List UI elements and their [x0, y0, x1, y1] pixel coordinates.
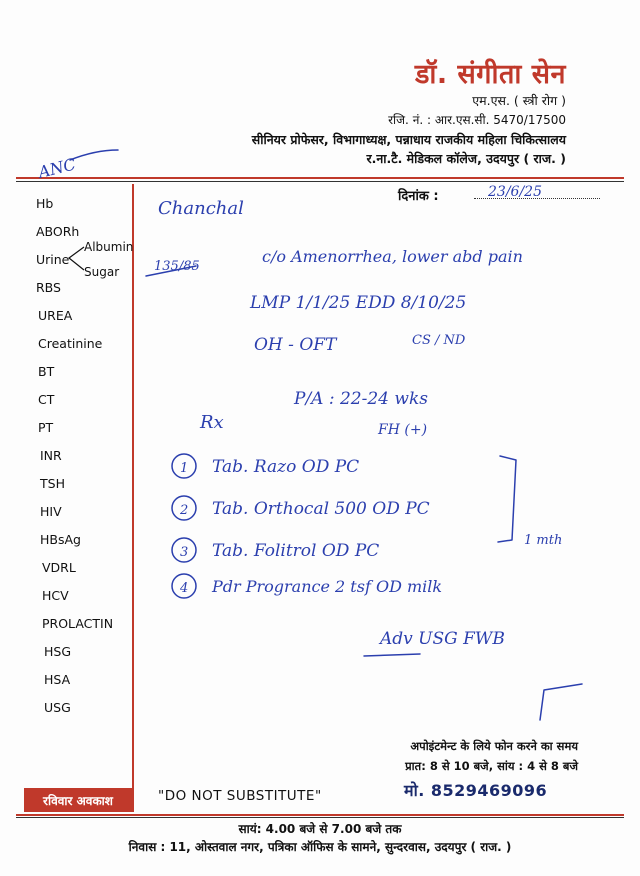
test-hsa: HSA: [44, 672, 71, 687]
hw-date: 23/6/25: [488, 184, 542, 200]
doctor-qualification: एम.एस. ( स्त्री रोग ): [472, 93, 566, 108]
test-prolactin: PROLACTIN: [42, 616, 114, 631]
test-hcv: HCV: [42, 588, 69, 603]
hw-signature: [540, 684, 582, 720]
hw-duration: 1 mth: [524, 533, 563, 548]
test-rbs: RBS: [36, 280, 61, 295]
hw-med-3: Tab. Folitrol OD PC: [212, 541, 380, 561]
hw-obstetric-history: OH - OFT: [254, 335, 337, 355]
test-creatinine: Creatinine: [38, 336, 103, 351]
test-hbsag: HBsAg: [40, 532, 81, 547]
hw-advice-underline: [364, 654, 420, 656]
evening-hours: सायं: 4.00 बजे से 7.00 बजे तक: [238, 822, 402, 836]
appointment-timings: प्रात: 8 से 10 बजे, सांय : 4 से 8 बजे: [405, 759, 578, 773]
hw-corner-note: ANC: [36, 154, 78, 182]
doctor-designation: सीनियर प्रोफेसर, विभागाध्यक्ष, पन्नाधाय राजकीय महिला चिकित्सालय: [251, 132, 566, 147]
hw-med-3-number: 3: [180, 545, 189, 560]
registration-number: रजि. नं. : आर.एस.सी. 5470/17500: [388, 113, 566, 127]
hw-med-2: Tab. Orthocal 500 OD PC: [212, 499, 430, 519]
date-label: दिनांक :: [398, 189, 439, 204]
test-aborh: ABORh: [36, 224, 80, 239]
college-name: र.ना.टै. मेडिकल कॉलेज, उदयपुर ( राज. ): [366, 151, 566, 166]
hw-fetal-heart: FH (+): [378, 422, 428, 438]
test-hsg: HSG: [44, 644, 72, 659]
hw-bp: 135/85: [154, 259, 200, 274]
hw-meds-bracket: [498, 456, 516, 542]
sunday-closed-badge: रविवार अवकाश: [24, 788, 132, 812]
test-urine: Urine: [36, 252, 70, 267]
test-ct: CT: [38, 392, 55, 407]
test-sugar: Sugar: [84, 265, 120, 279]
hw-per-abdomen: P/A : 22-24 wks: [294, 389, 428, 409]
hw-med-2-number: 2: [180, 503, 189, 518]
hw-med-1-number: 1: [180, 461, 189, 476]
residence-address: निवास : 11, ओस्तवाल नगर, पत्रिका ऑफिस के सामने, सुन्दरवास, उदयपुर ( राज. ): [128, 840, 512, 854]
hw-patient-name: Chanchal: [158, 198, 244, 219]
test-hb: Hb: [36, 196, 54, 211]
footer-divider-black: [16, 817, 624, 818]
test-albumin: Albumin: [84, 240, 134, 254]
phone-number: मो. 8529469096: [404, 781, 548, 800]
test-usg: USG: [44, 700, 71, 715]
hw-lmp-edd: LMP 1/1/25 EDD 8/10/25: [250, 293, 467, 313]
hw-advice: Adv USG FWB: [380, 629, 505, 649]
appointment-heading: अपोइंटमेन्ट के लिये फोन करने का समय: [410, 739, 578, 753]
test-vdrl: VDRL: [42, 560, 76, 575]
hw-corner-stroke: [70, 150, 118, 160]
test-urea: UREA: [38, 308, 73, 323]
footer-divider-red: [16, 814, 624, 816]
test-pt: PT: [38, 420, 54, 435]
hw-rx: Rx: [200, 412, 224, 433]
test-bt: BT: [38, 364, 55, 379]
do-not-substitute: "DO NOT SUBSTITUTE": [158, 788, 322, 804]
test-tsh: TSH: [40, 476, 65, 491]
test-hiv: HIV: [40, 504, 62, 519]
hw-med-1: Tab. Razo OD PC: [212, 457, 360, 477]
hw-med-4: Pdr Progrance 2 tsf OD milk: [212, 577, 443, 596]
hw-complaint: c/o Amenorrhea, lower abd pain: [262, 247, 523, 266]
hw-oh-note: CS / ND: [412, 333, 466, 348]
test-inr: INR: [40, 448, 62, 463]
hw-med-4-number: 4: [180, 581, 189, 596]
doctor-name: डॉ. संगीता सेन: [414, 59, 566, 90]
